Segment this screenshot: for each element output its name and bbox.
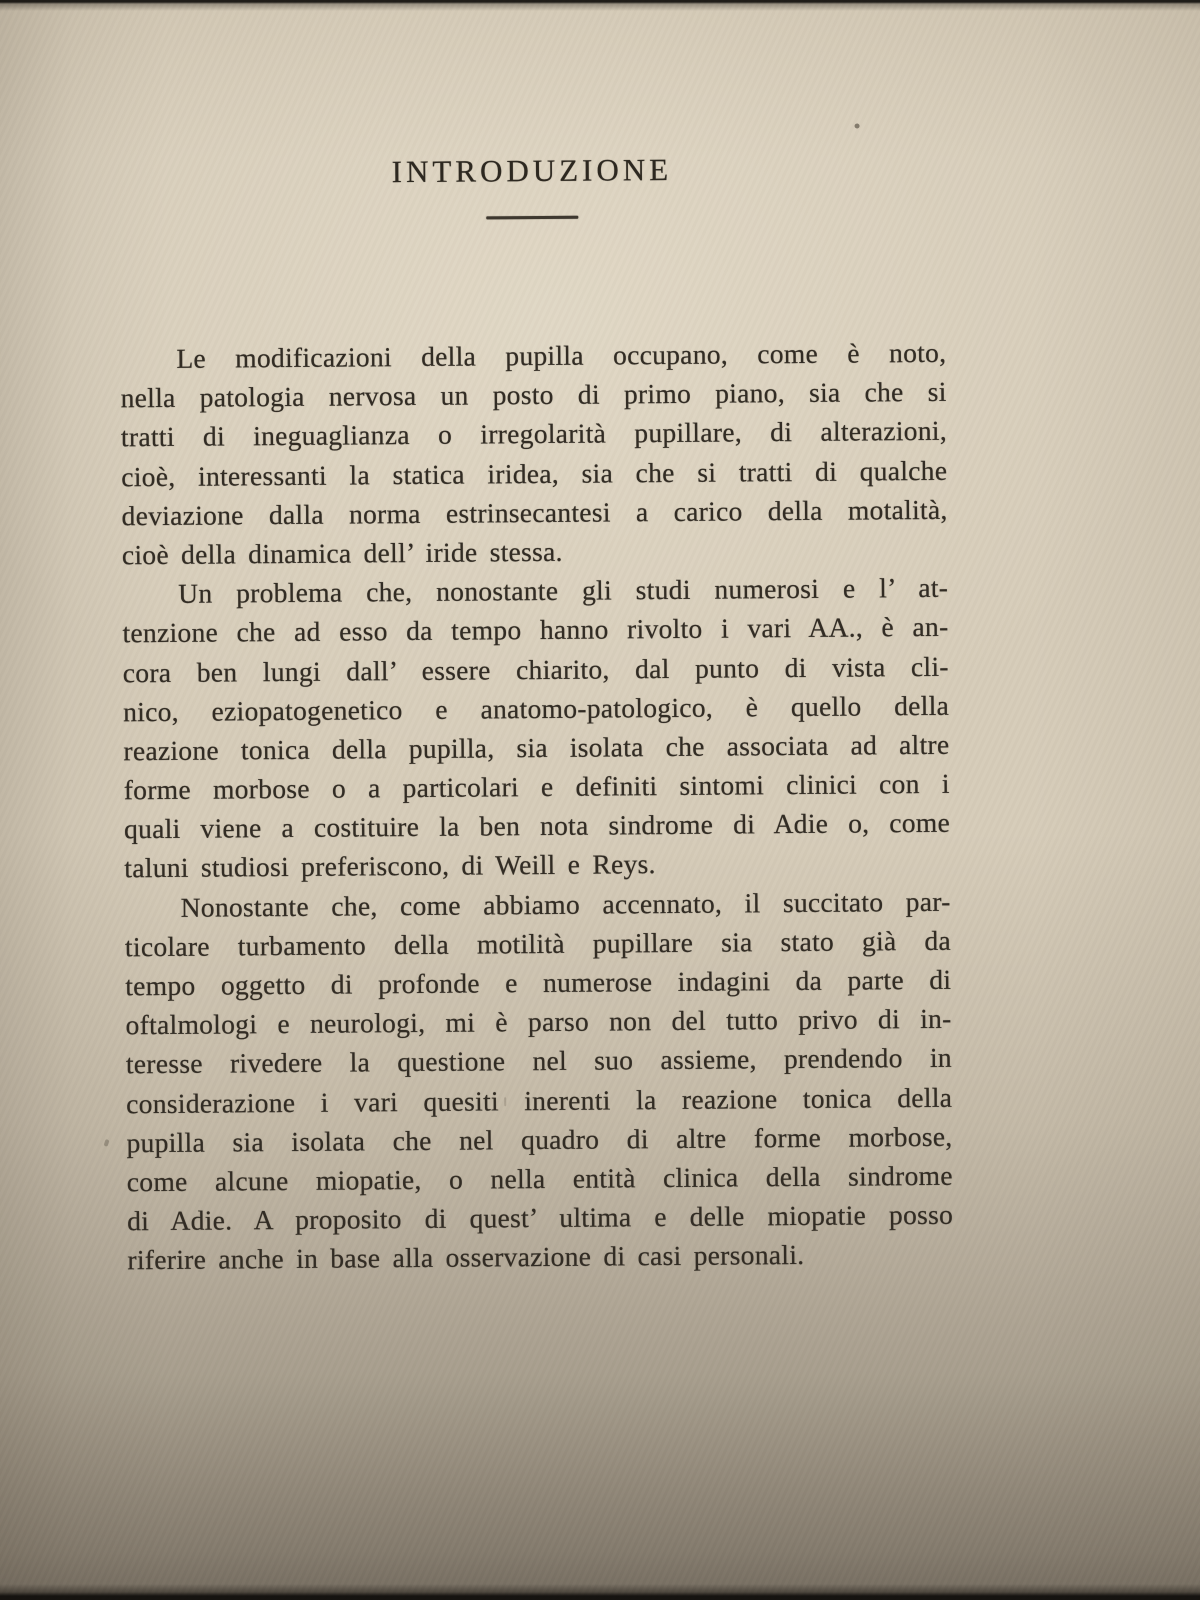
paper-speck xyxy=(855,123,860,128)
text-line: tratti di ineguaglianza o irregolarità pupillare, di alterazioni, xyxy=(120,415,948,453)
text-line: forme morbose o a particolari e definiti sintomi clinici con i xyxy=(123,767,950,806)
text-block xyxy=(118,0,954,1280)
text-line: tempo oggetto di profonde e numerose indagini da parte di xyxy=(125,963,952,1002)
text-line: tenzione che ad esso da tempo hanno rivolto i vari AA., è an- xyxy=(122,611,949,649)
text-line: deviazione dalla norma estrinsecantesi a carico della motalità, xyxy=(121,493,948,532)
text-line: cora ben lungi dall’ essere chiarito, dal punto di vista cli- xyxy=(122,650,949,688)
text-line: pupilla sia isolata che nel quadro di altre forme morbose, xyxy=(126,1120,953,1159)
paragraph xyxy=(122,568,950,888)
text-line: teresse rivedere la questione nel suo assieme, prendendo in xyxy=(125,1042,953,1080)
paper-speck xyxy=(504,1097,506,1106)
text-line: nico, eziopatogenetico e anatomo-patologico, è quello della xyxy=(123,689,950,727)
text-line: di Adie. A proposito di quest’ ultima e delle miopatie posso xyxy=(127,1198,954,1237)
text-line: oftalmologi e neurologi, mi è parso non del tutto privo di in- xyxy=(125,1002,952,1041)
paragraph xyxy=(125,881,954,1279)
page-title: INTRODUZIONE xyxy=(391,151,673,190)
text-line: come alcune miopatie, o nella entità clinica della sindrome xyxy=(126,1159,953,1198)
text-line: riferire anche in base alla osservazione di casi personali. xyxy=(127,1239,805,1276)
paper-speck xyxy=(104,1139,110,1147)
text-line: Nonostante che, come abbiamo accennato, il succitato par- xyxy=(180,885,951,923)
text-line: cioè, interessanti la statica iridea, sia che si tratti di qualche xyxy=(121,454,948,492)
text-line: quali viene a costituire la ben nota sindrome di Adie o, come xyxy=(123,807,951,845)
text-line: Un problema che, nonostante gli studi numerosi e l’ at- xyxy=(178,571,949,609)
paragraphs xyxy=(120,333,953,1280)
text-line: cioè della dinamica dell’ iride stessa. xyxy=(121,535,563,571)
text-line: reazione tonica della pupilla, sia isolata che associata ad altre xyxy=(123,728,950,767)
paragraph xyxy=(120,333,948,575)
text-line: nella patologia nervosa un posto di primo piano, sia che si xyxy=(120,375,947,414)
text-line: taluni studiosi preferiscono, di Weill e Reys. xyxy=(124,848,656,884)
text-line: Le modificazioni della pupilla occupano, come è noto, xyxy=(176,336,947,374)
text-line: considerazione i vari quesiti inerenti la reazione tonica della xyxy=(126,1081,953,1119)
text-line: ticolare turbamento della motilità pupillare sia stato già da xyxy=(124,924,952,963)
title-divider-rule xyxy=(486,216,578,220)
